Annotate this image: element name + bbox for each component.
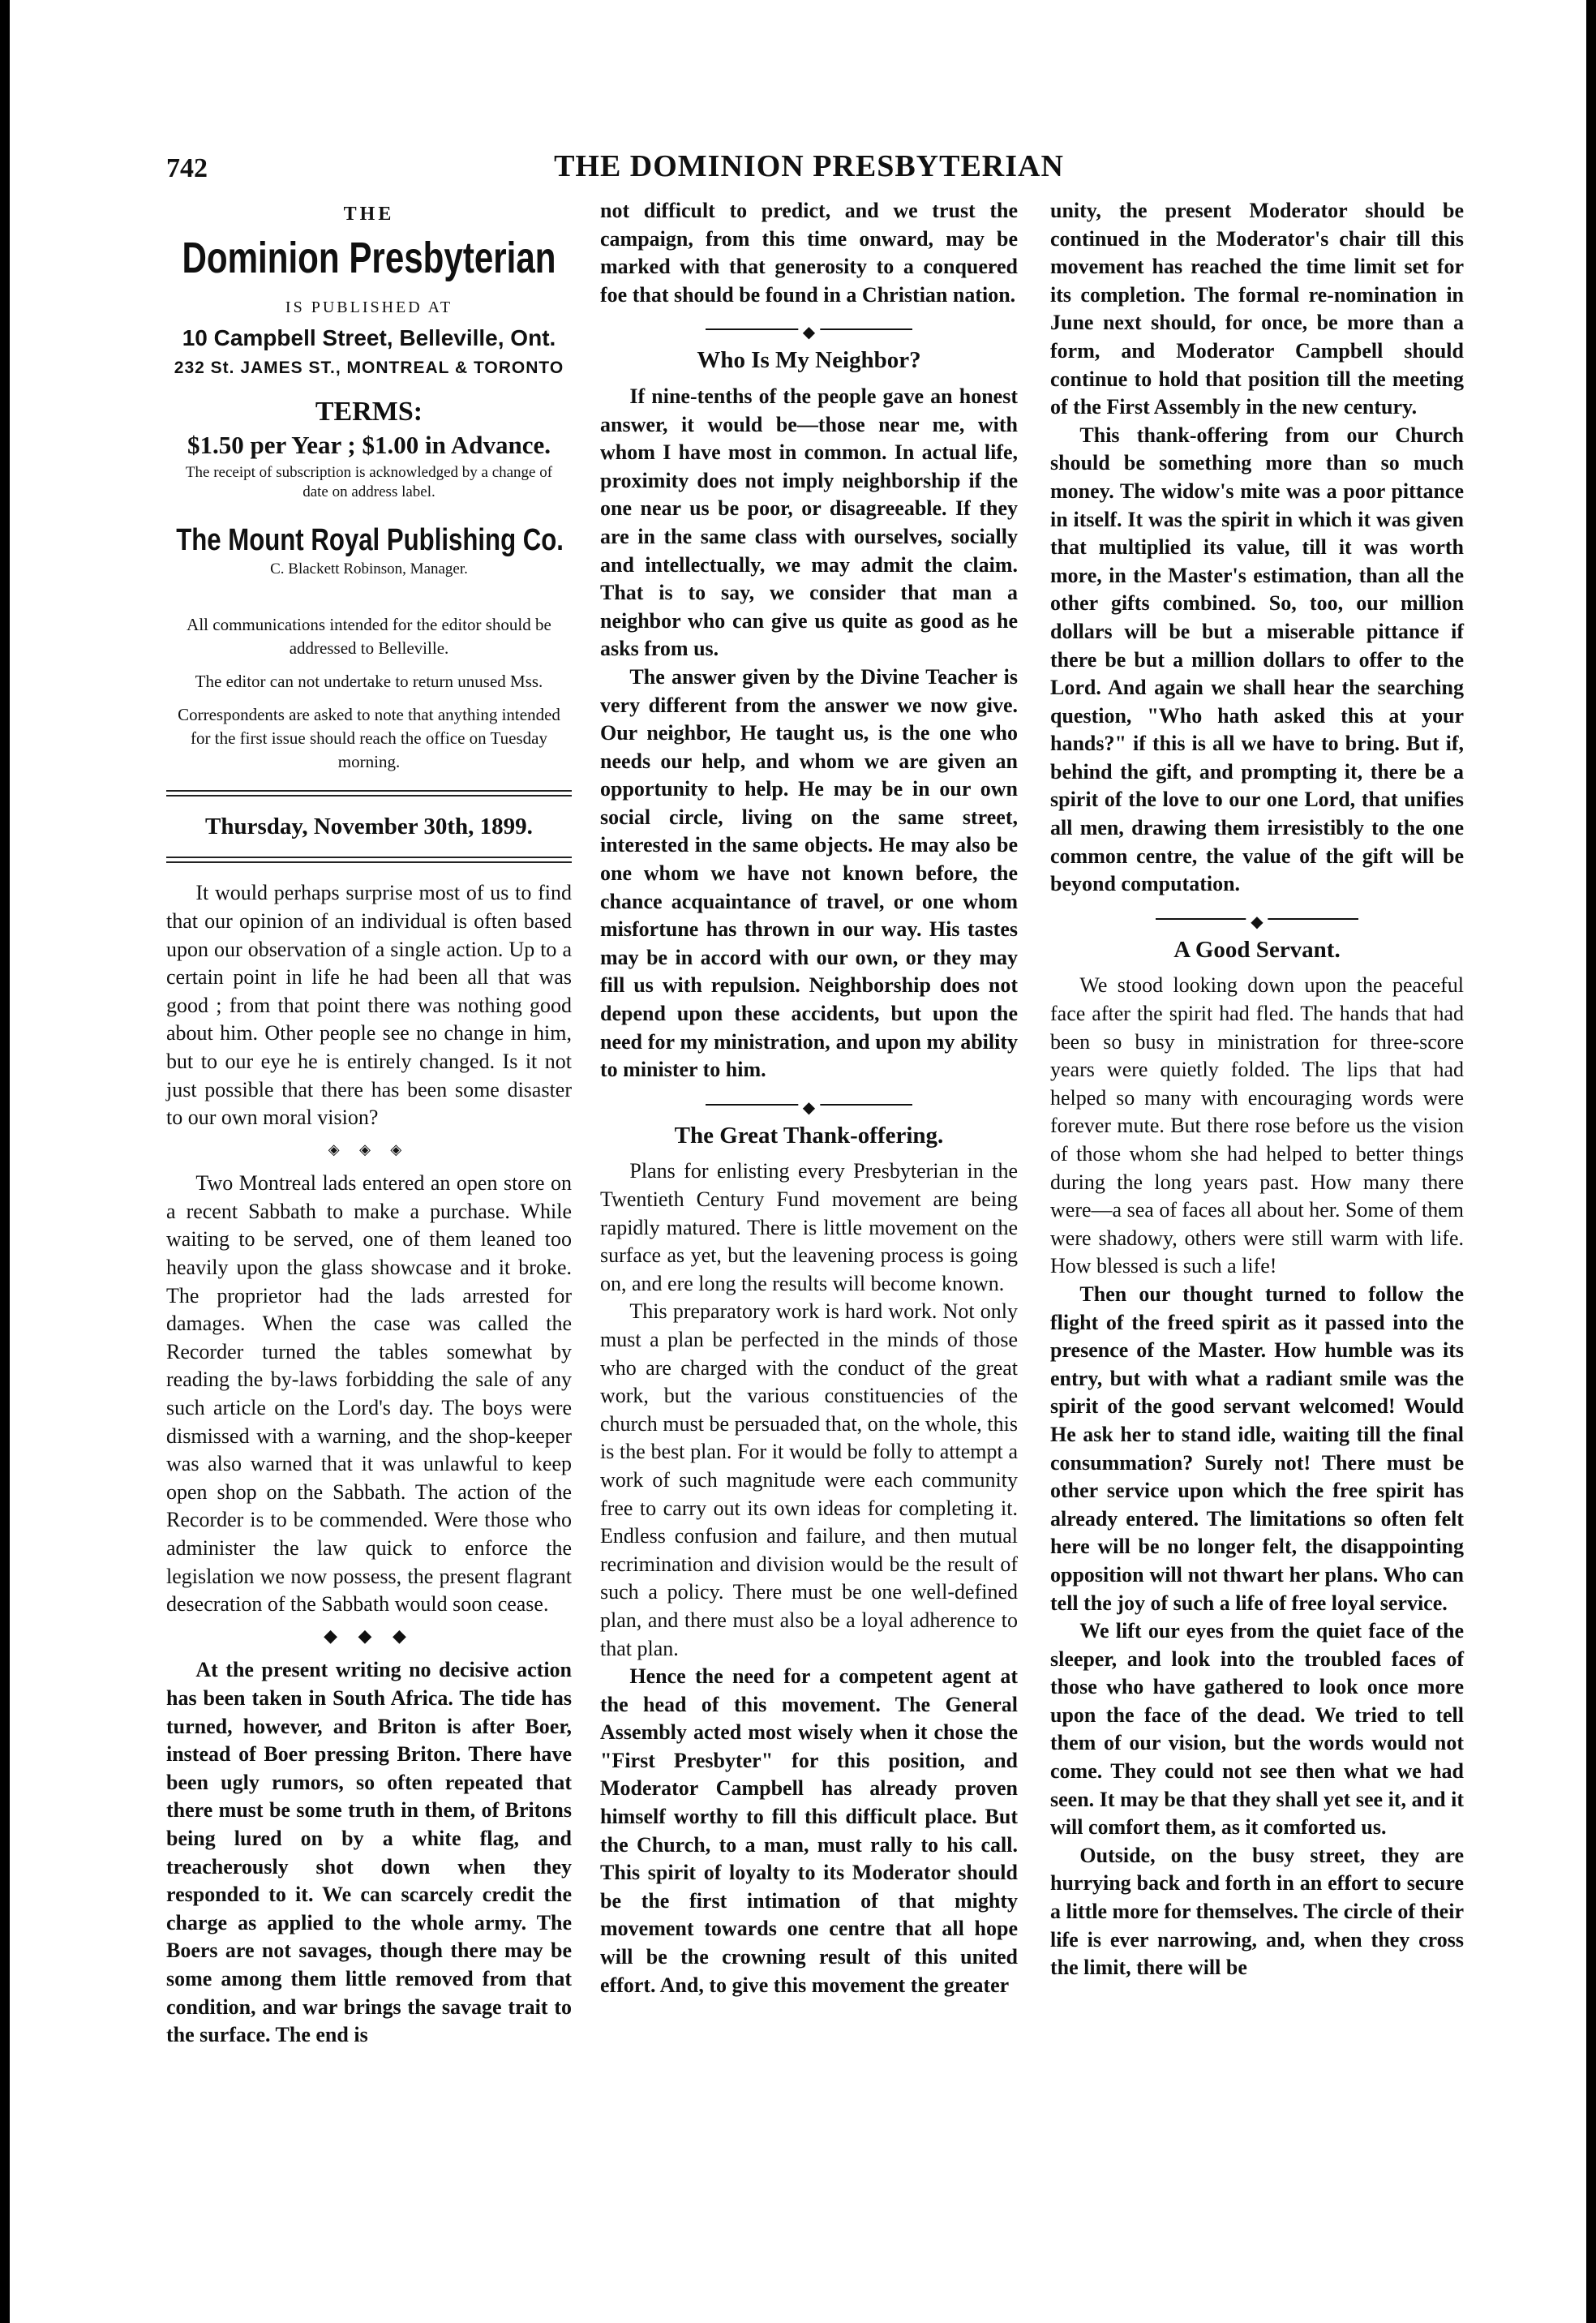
address-belleville: 10 Campbell Street, Belleville, Ont.	[182, 325, 556, 351]
masthead	[166, 200, 572, 863]
column-2	[600, 197, 1018, 1999]
divider-diamond: ◆	[1246, 908, 1268, 937]
article-paragraph: This preparatory work is hard work. Not only must a plan be perfected in the minds of those who are charged with the conduct of the great work, but the various constituencies of the church must be persuaded that, on the whole, this is the best plan. For it would be folly to attempt a work of such magnitude were each community free to carry out its own ideas for completing it. Endless confusion and failure, and then mutual recrimination and division would be the result of such a policy. There must be one well-defined plan, and there must also be a loyal adherence to that plan.	[600, 1299, 1018, 1660]
left-page-edge	[0, 0, 10, 2323]
divider-diamond: ◆	[798, 319, 820, 347]
paragraph-ornament: ◆ ◆ ◆	[324, 1625, 414, 1646]
article-paragraph: Hence the need for a competent agent at the head of this movement. The General Assembly acted most wisely when it chose the "First Presbyter" for this position, and Moderator Campbell has already proven himself worthy to fill this difficult place. But the Church, to a man, must rally to his call. This spirit of loyalty to its Moderator should be the first intimation of that mighty movement towards one centre that all hope will be the crowning result of this united effort. And, to give this movement the greater	[600, 1664, 1018, 1997]
page-number: 742	[166, 153, 208, 183]
note-communications: All communications intended for the editor should be addressed to Belleville.	[187, 614, 551, 658]
column-3	[1050, 197, 1464, 1982]
address-montreal: 232 St. JAMES ST., MONTREAL & TORONTO	[174, 358, 564, 377]
note-unused-mss: The editor can not undertake to return unused Mss.	[195, 671, 543, 691]
editorial-notes	[166, 613, 572, 774]
article-paragraph: We lift our eyes from the quiet face of the sleeper, and look into the troubled faces of those who have gathered to look once more upon the face of the dead. We tried to tell them of our vision, but the words would not come. They could not see then what we had seen. It may be that they shall yet see it, and it will comfort them, as it comforted us.	[1050, 1619, 1464, 1840]
article-paragraph: The answer given by the Divine Teacher is very different from the answer we now give. Our neighbor, He taught us, is the one who needs our help, and whom we are given an opportunity to help. He may be in our own social circle, living on the same street, interested in the same objects. He may also be one whom we have not known before, the chance acquaintance of travel, or one whom misfortune has thrown in our way. His tastes may be in accord with our own, or they may fill us with repulsion. Neighborship does not depend upon these accidents, but upon the need for my ministration, and upon my ability to minister to him.	[600, 664, 1018, 1082]
article-paragraph: Plans for enlisting every Presbyterian in the Twentieth Century Fund movement are being rapidly matured. There is little movement on the surface as yet, but the leavening process is going on, and ere long the results will become known.	[600, 1159, 1018, 1295]
publisher-name: The Mount Royal Publishing Co.	[176, 522, 564, 557]
note-correspondents: Correspondents are asked to note that anything intended for the first issue should reach the office on Tuesday morning.	[178, 704, 560, 771]
article-paragraph: We stood looking down upon the peaceful face after the spirit had fled. The hands that had been so busy in ministration for three-score years were quietly folded. The lips that had helped so many with encouraging words were forever mute. But there rose before us the vision of those whom she had helped to better things during the long years past. How many there were—a sea of faces all about her. Some of them were shadowy, others were still warm with life. How blessed is such a life!	[1050, 973, 1464, 1278]
published-at: IS PUBLISHED AT	[285, 298, 453, 316]
article-paragraph: This thank-offering from our Church should be something more than so much money. The widow's mite was a poor pittance in itself. It was the spirit in which it was given that multiplied its value, till it was worth more, in the Master's estimation, than all the other gifts combined. So, too, our million dollars will be but a miserable pittance if there be but a million dollars to offer to the Lord. And again we shall hear the searching question, "Who hath asked this at your hands?" if this is all we have to bring. But if, behind the gift, and prompting it, there be a spirit of the love to our one Lord, that unifies all men, drawing them irresistibly to the one common centre, the value of the gift will be beyond computation.	[1050, 423, 1464, 896]
terms-label: TERMS:	[315, 397, 423, 427]
section-divider	[600, 317, 1018, 341]
paragraph-ornament: ◈ ◈ ◈	[328, 1140, 410, 1157]
newspaper-page	[150, 134, 1468, 2210]
divider-diamond: ◆	[798, 1094, 820, 1123]
masthead-title: Dominion Presbyterian	[182, 233, 556, 282]
right-page-edge	[1586, 0, 1596, 2323]
article-paragraph: If nine-tenths of the people gave an honest answer, it would be—those near me, with whom I have most in common. In actual life, proximity does not imply neighborship if the one near us be poor, or disagreeable. If they are in the same class with ourselves, socially and intellectually, we may admit the claim. That is to say, we consider that man a neighbor who can give us quite as good as he asks from us.	[600, 384, 1018, 661]
article-heading: A Good Servant.	[1173, 936, 1341, 963]
editorial-paragraph: not difficult to predict, and we trust the campaign, from this time onward, may be marked with that generosity to a conquered foe that should be found in a Christian nation.	[600, 199, 1018, 307]
double-rule	[166, 790, 572, 797]
publisher-manager: C. Blackett Robinson, Manager.	[270, 560, 468, 578]
article-heading: Who Is My Neighbor?	[697, 347, 921, 374]
editorial-paragraph: It would perhaps surprise most of us to find that our opinion of an individual is often based upon our observation of a single action. Up to a certain point in life he had been all that was good ; from that point there was nothing good about him. Other people see no change in him, but to our eye he is entirely changed. Is it not just possible that there has been some disaster to our own moral vision?	[166, 881, 572, 1130]
issue-date: Thursday, November 30th, 1899.	[205, 813, 533, 839]
running-head: THE DOMINION PRESBYTERIAN	[554, 149, 1064, 183]
article-paragraph: Outside, on the busy street, they are hurrying back and forth in an effort to secure a little more for themselves. The circle of their life is ever narrowing, and, when they cross the limit, there will be	[1050, 1843, 1464, 1980]
article-paragraph: unity, the present Moderator should be continued in the Moderator's chair till this movement has reached the time limit set for its completion. The formal re-nomination in June next should, for once, be more than a form, and Moderator Campbell should continue to hold that position till the meeting of the First Assembly in the new century.	[1050, 199, 1464, 419]
article-paragraph: Then our thought turned to follow the flight of the freed spirit as it passed into the presence of the Master. How humble was its entry, but with what a radiant smile was the spirit of the good servant welcomed! Would He ask her to stand idle, waiting till the final consummation? Surely not! There must be other service upon which the free spirit has already entered. The limitations so often felt here will be no longer felt, the disappointing opposition will not thwart her plans. Who can tell the joy of such a life of free loyal service.	[1050, 1282, 1464, 1615]
masthead-the: THE	[343, 204, 395, 225]
double-rule	[166, 857, 572, 863]
section-divider	[1050, 907, 1464, 931]
receipt-note: The receipt of subscription is acknowledged by a change of date on address label.	[185, 463, 553, 500]
editorial-paragraph: At the present writing no decisive action has been taken in South Africa. The tide has turned, however, and Briton is after Boer, instead of Boer pressing Briton. There have been ugly rumors, so often repeated that there must be some truth in them, of Britons being lured on by a white flag, and treacherously shot down when they responded to it. We can scarcely credit the charge as applied to the whole army. The Boers are not savages, though there may be some among them little removed from that condition, and war brings the savage trait to the surface. The end is	[166, 1658, 572, 2047]
section-divider	[600, 1093, 1018, 1117]
column-1	[166, 197, 572, 2050]
page-header	[150, 148, 1468, 197]
article-heading: The Great Thank-offering.	[674, 1122, 944, 1149]
subscription-rate: $1.50 per Year ; $1.00 in Advance.	[187, 430, 551, 459]
editorial-paragraph: Two Montreal lads entered an open store on a recent Sabbath to make a purchase. While waiting to be served, one of them leaned too heavily upon the glass showcase and it broke. The proprietor had the lads arrested for damages. When the case was called the Recorder turned the tables somewhat by reading the by-laws forbidding the sale of any such article on the Lord's day. The boys were dismissed with a warning, and the shop-keeper was also warned that it was unlawful to keep open shop on the Sabbath. The action of the Recorder is to be commended. Were those who administer the law quick to enforce the legislation we now possess, the present flagrant desecration of the Sabbath would soon cease.	[166, 1171, 572, 1617]
